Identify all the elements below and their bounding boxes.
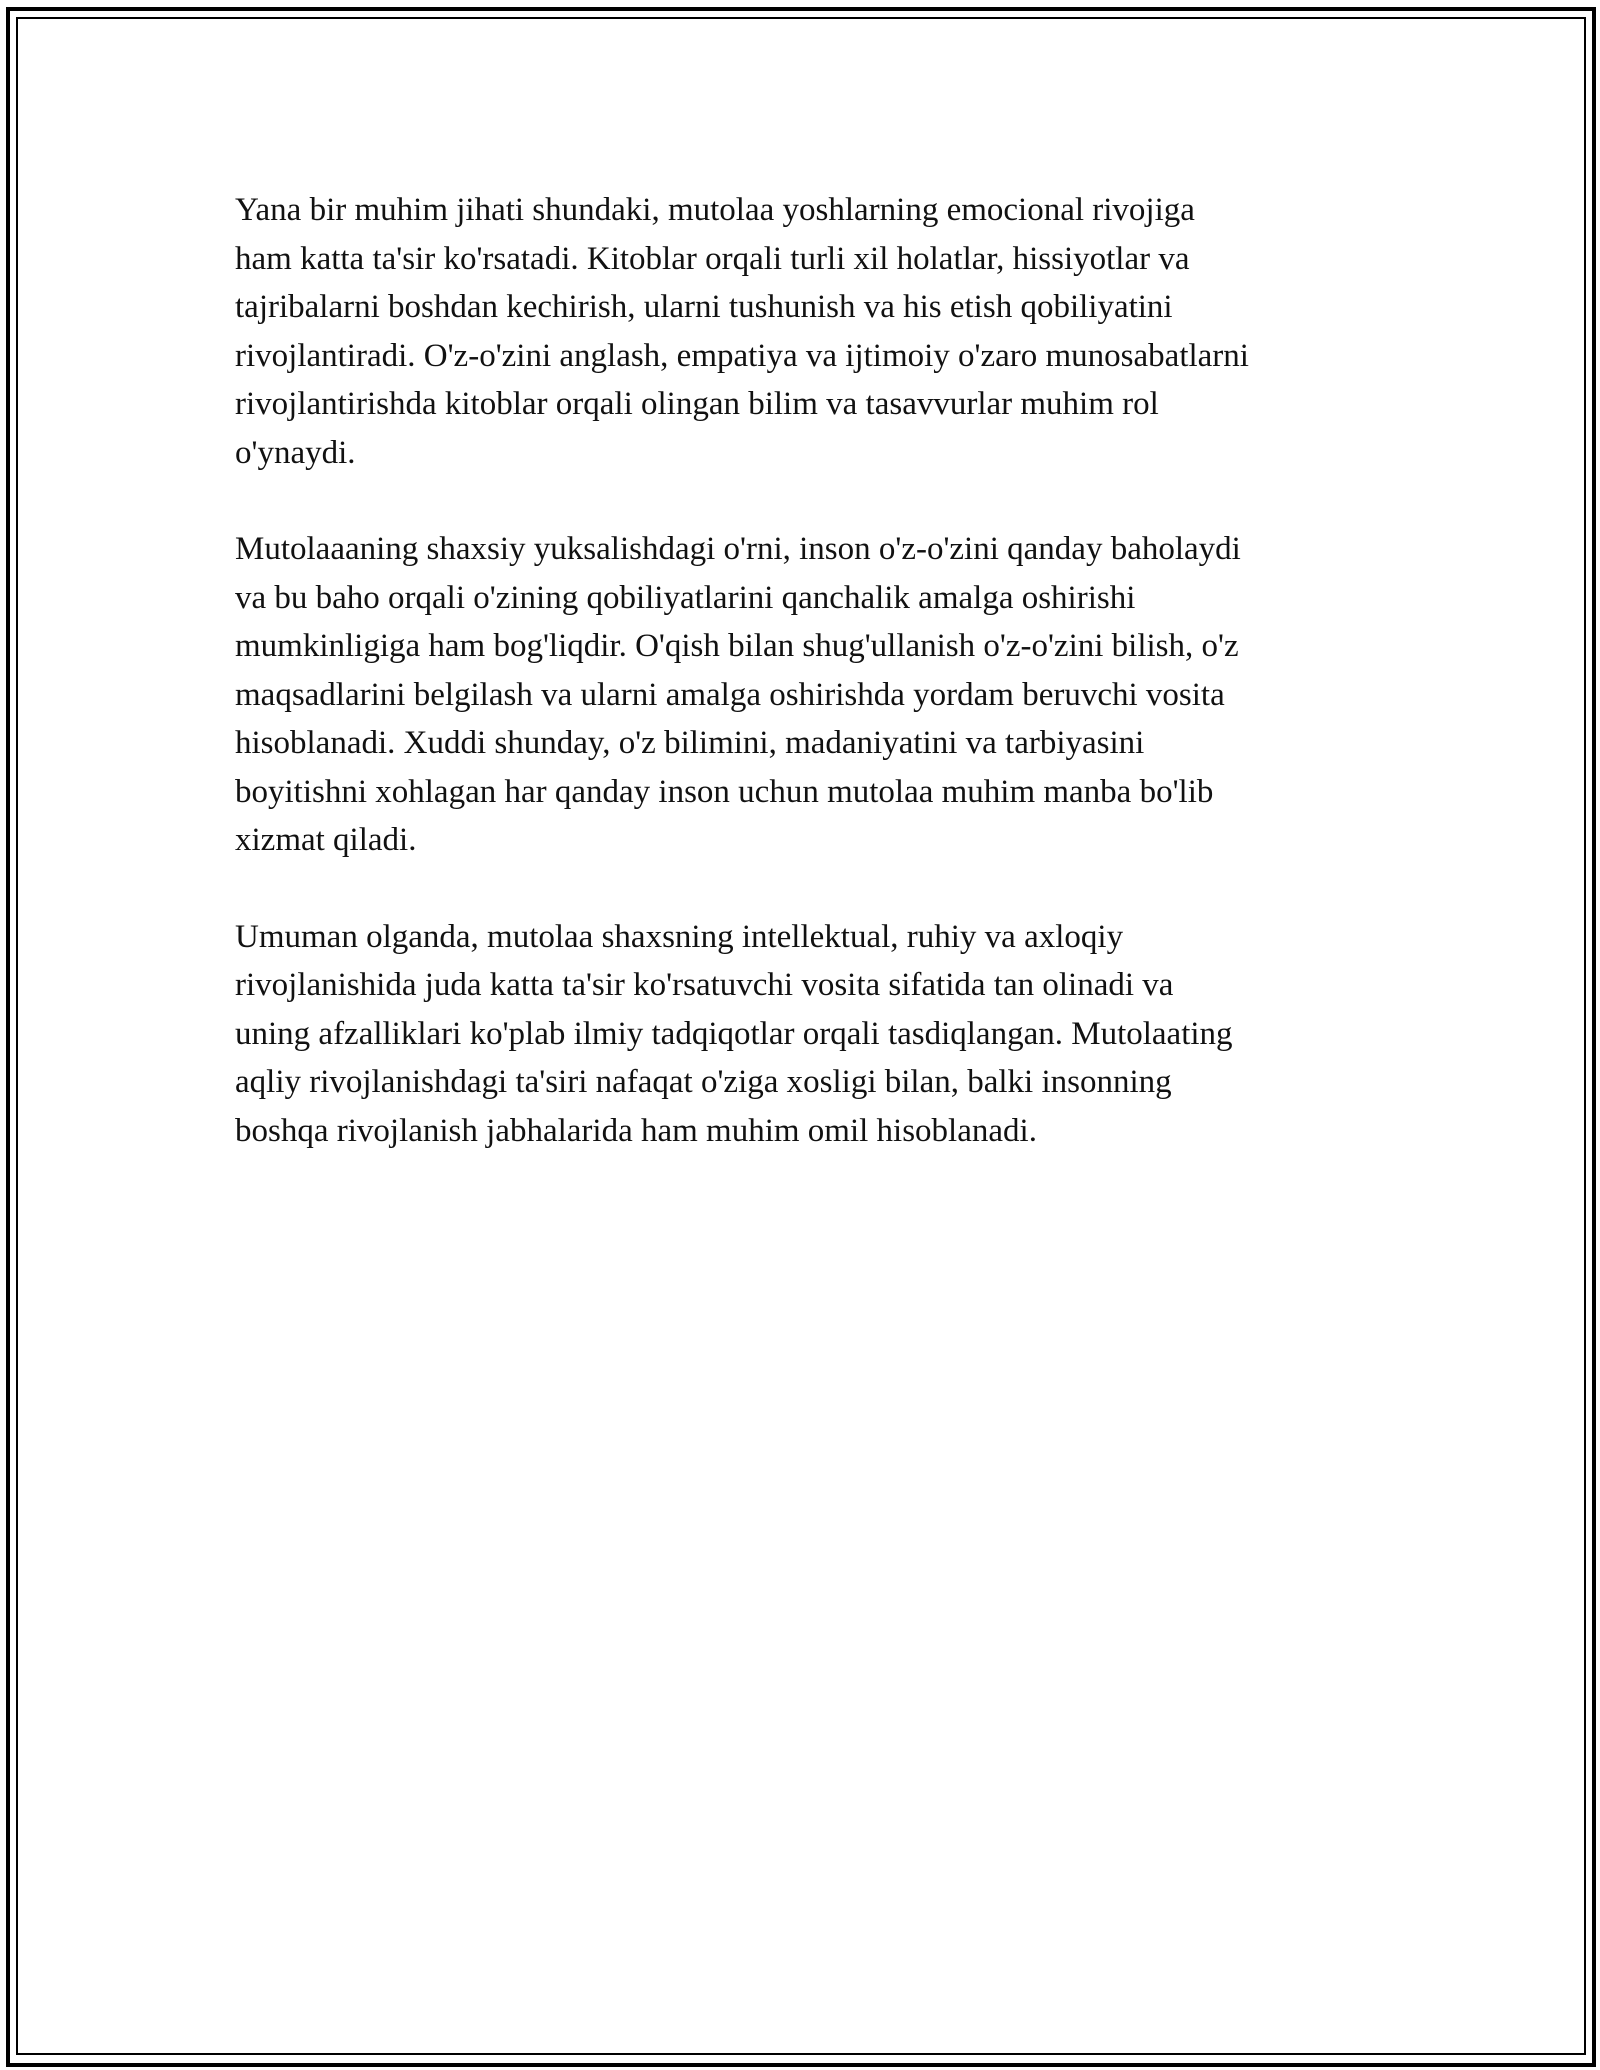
text-line: boshqa rivojlanish jabhalarida ham muhim omil hisoblanadi. xyxy=(235,1112,1037,1149)
text-line: ham katta ta'sir ko'rsatadi. Kitoblar orqali turli xil holatlar, hissiyotlar va xyxy=(235,240,1190,277)
text-line: Yana bir muhim jihati shundaki, mutolaa yoshlarning emocional rivojiga xyxy=(235,192,1195,228)
paragraph-2 xyxy=(235,525,1365,865)
text-line: va bu baho orqali o'zining qobiliyatlarini qanchalik amalga oshirishi xyxy=(235,579,1136,616)
text-line: Umuman olganda, mutolaa shaxsning intellektual, ruhiy va axloqiy xyxy=(235,918,1124,955)
text-line: Mutolaaaning shaxsiy yuksalishdagi o'rni, inson o'z-o'zini qanday baholaydi xyxy=(235,531,1241,567)
text-line: xizmat qiladi. xyxy=(235,822,417,858)
text-line: rivojlantirishda kitoblar orqali olingan bilim va tasavvurlar muhim rol xyxy=(235,386,1159,422)
document-body xyxy=(235,186,1365,1155)
text-line: maqsadlarini belgilash va ularni amalga oshirishda yordam beruvchi vosita xyxy=(235,676,1225,713)
text-line: boyitishni xohlagan har qanday inson uchun mutolaa muhim manba bo'lib xyxy=(235,773,1214,810)
text-line: o'ynaydi. xyxy=(235,434,356,471)
text-line: mumkinligiga ham bog'liqdir. O'qish bilan shug'ullanish o'z-o'zini bilish, o'z xyxy=(235,628,1239,664)
text-line: rivojlanishida juda katta ta'sir ko'rsatuvchi vosita sifatida tan olinadi va xyxy=(235,967,1174,1003)
text-line: hisoblanadi. Xuddi shunday, o'z bilimini, madaniyatini va tarbiyasini xyxy=(235,725,1145,761)
paragraph-3 xyxy=(235,913,1365,1156)
text-line: rivojlantiradi. O'z-o'zini anglash, empatiya va ijtimoiy o'zaro munosabatlarni xyxy=(235,337,1249,374)
text-line: uning afzalliklari ko'plab ilmiy tadqiqotlar orqali tasdiqlangan. Mutolaating xyxy=(235,1015,1233,1052)
paragraph-1 xyxy=(235,186,1365,477)
text-line: aqliy rivojlanishdagi ta'siri nafaqat o'ziga xosligi bilan, balki insonning xyxy=(235,1064,1172,1100)
text-line: tajribalarni boshdan kechirish, ularni tushunish va his etish qobiliyatini xyxy=(235,289,1173,325)
